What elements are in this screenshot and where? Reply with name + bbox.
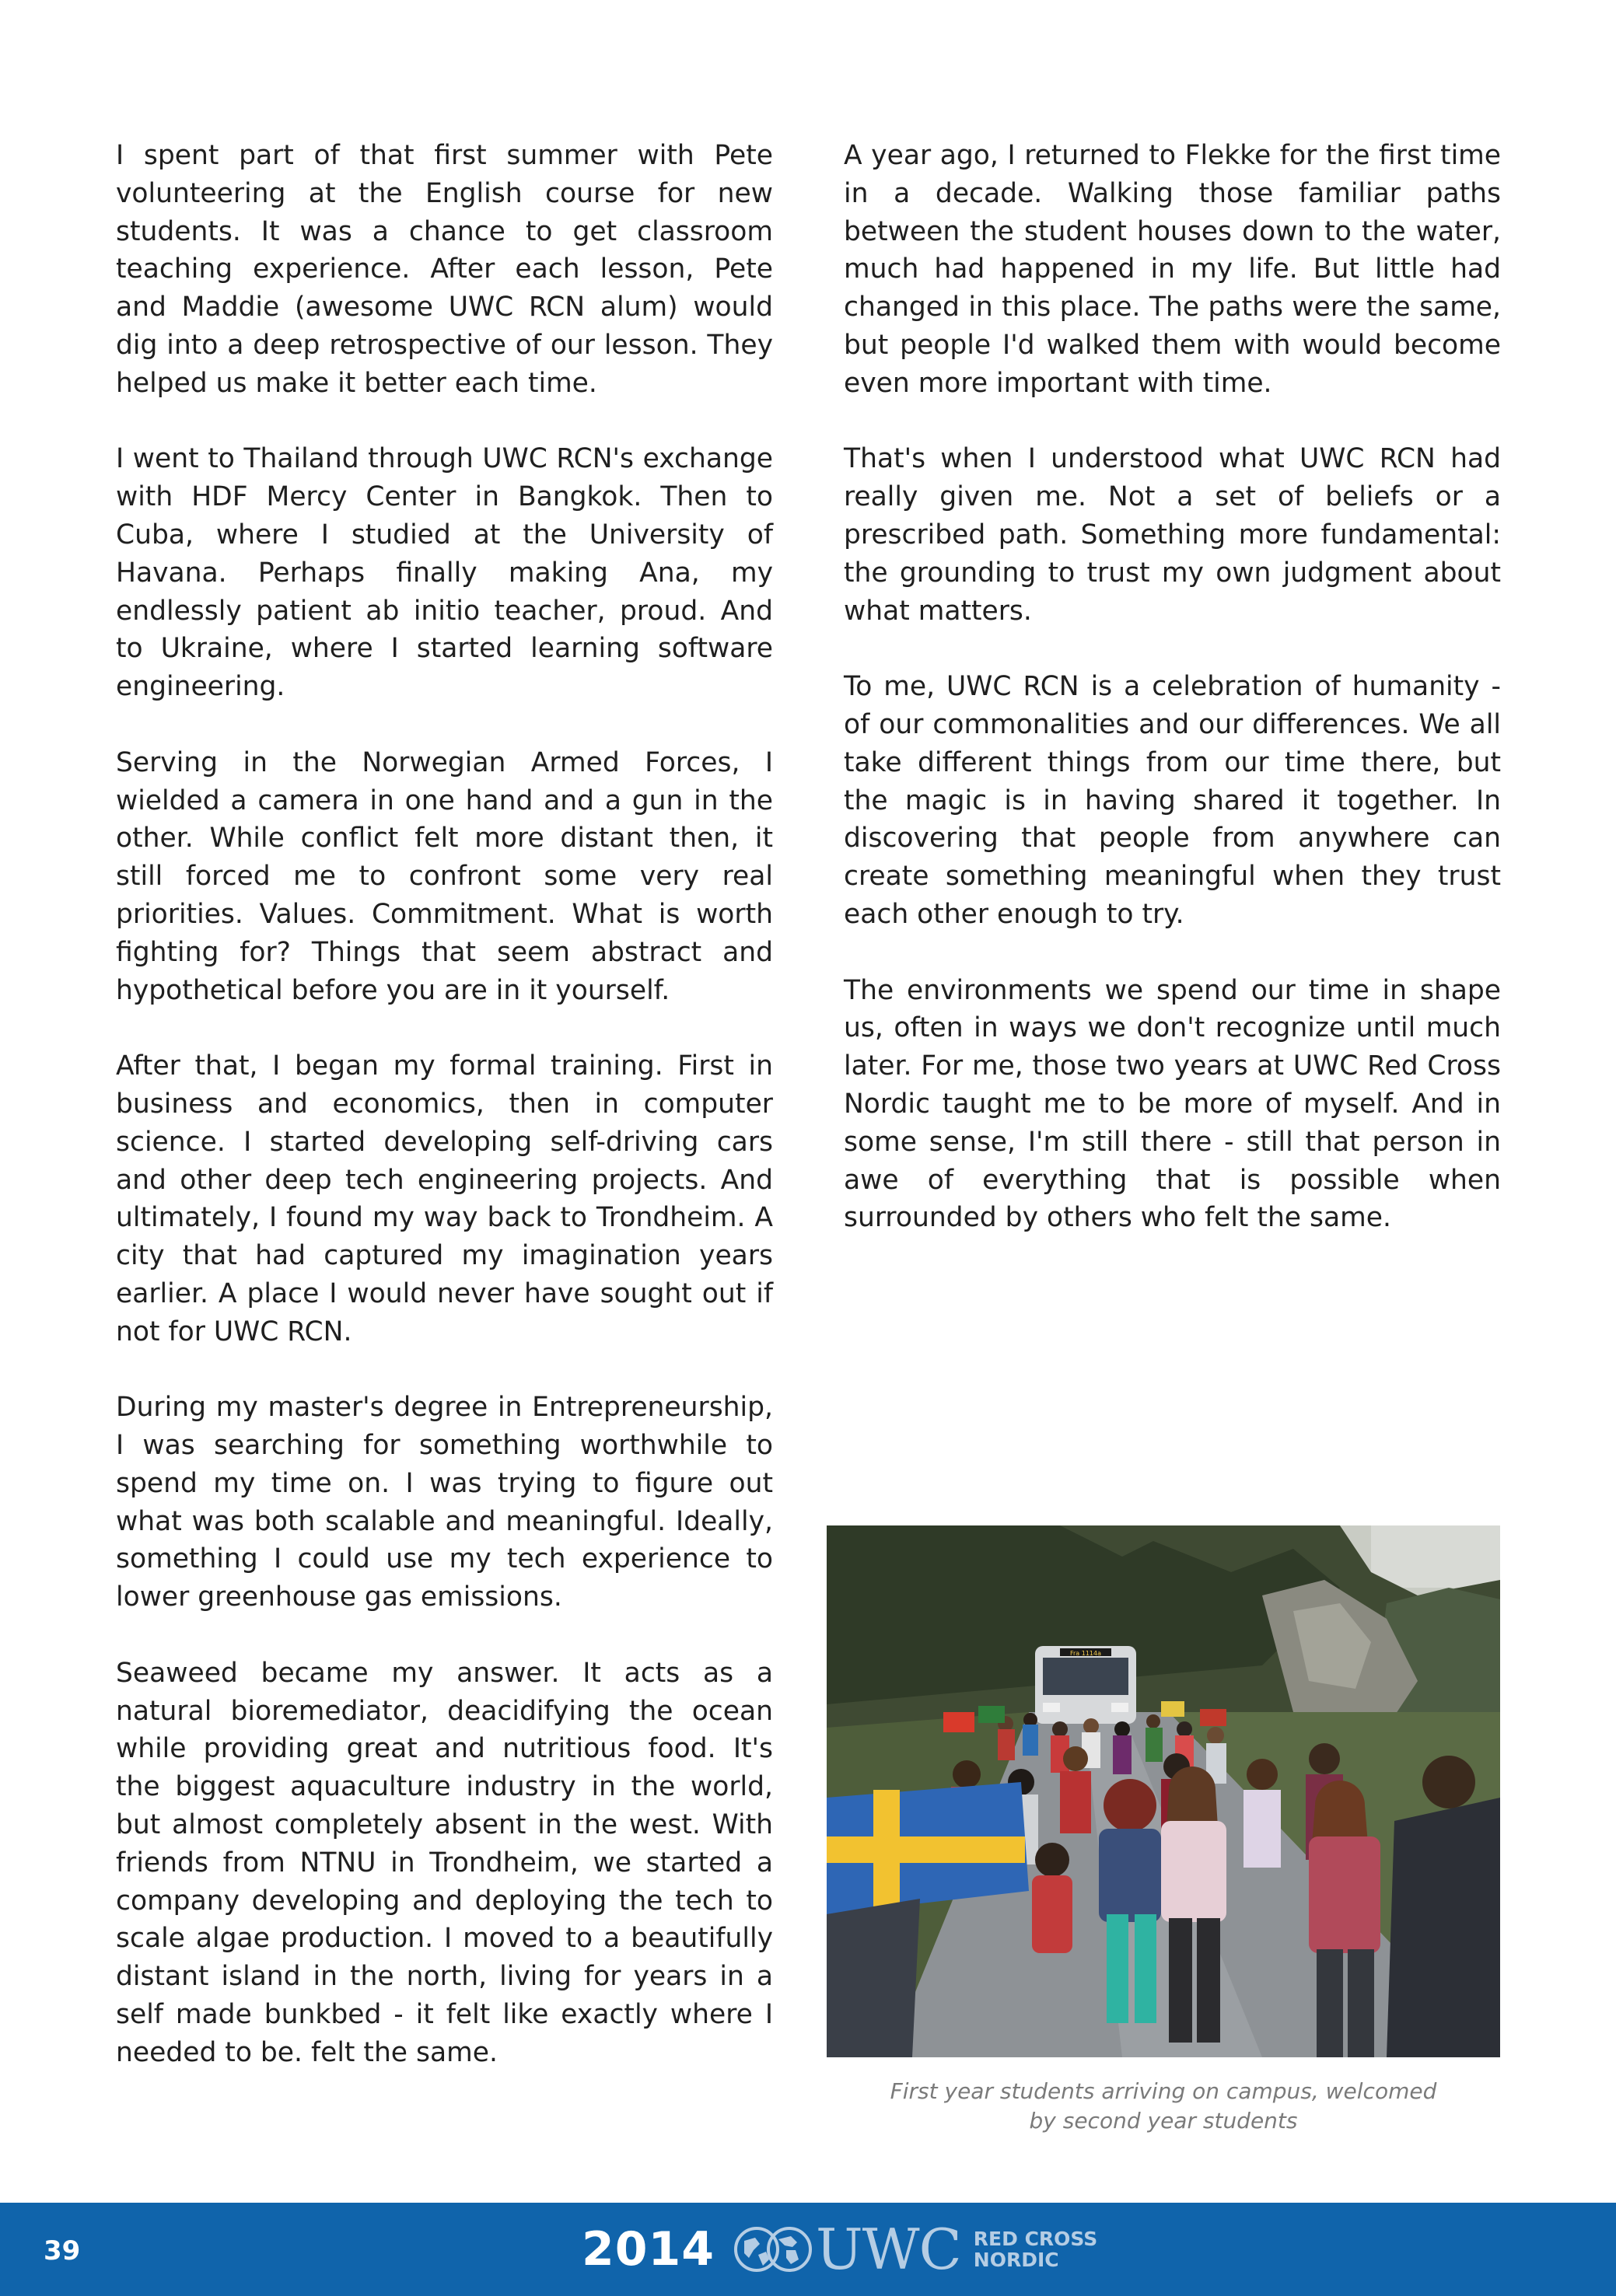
photo-caption (827, 2077, 1500, 2136)
page-number: 39 (44, 2235, 81, 2266)
paragraph: Seaweed became my answer. It acts as a natural bioremediator, deacidifying the ocean while providing great and nutritious food. It's the biggest aquaculture industry in the world, but almost completely absent in the west. With friends from NTNU in Trondheim, we started a company developing and deploying the tech to scale algae production. I moved to a beautifully distant island in the north, living for years in a self made bunkbed - it felt like exactly where I needed to be. felt the same. (116, 1657, 773, 2068)
year-label: 2014 (582, 2222, 715, 2277)
campus-arrival-photo (827, 1525, 1500, 2057)
red-cross-nordic-label (974, 2228, 1098, 2270)
paragraph: That's when I understood what UWC RCN had really given me. Not a set of beliefs or a prescribed path. Something more fundamental: the grounding to trust my own judgment about what matters. (844, 443, 1501, 627)
paragraph: A year ago, I returned to Flekke for the first time in a decade. Walking those familiar paths between the student houses down to the water, much had happened in my life. But little had changed in this place. The paths were the same, but people I'd walked them with would become even more important with time. (844, 140, 1501, 399)
footer-brand (582, 2214, 1097, 2285)
uwc-globe-logo-icon (732, 2224, 814, 2275)
paragraph: To me, UWC RCN is a celebration of humanity - of our commonalities and our differences. We all take different things from our time there, but the magic is in having shared it together. In discovering that people from anywhere can create something meaningful when they trust each other enough to try. (844, 671, 1501, 930)
caption-line: by second year students (1029, 2108, 1298, 2133)
paragraph: Serving in the Norwegian Armed Forces, I wielded a camera in one hand and a gun in the other. While conflict felt more distant then, it still forced me to confront some very real priorities. Values. Commitment. What is worth fighting for? Things that seem abstract and hypothetical before you are in it yourself. (116, 746, 773, 1006)
logo-sub-line: RED CROSS (973, 2228, 1098, 2250)
left-text-column (116, 137, 773, 2072)
bus-sign-text: Fra 1114a (1069, 1650, 1102, 1657)
paragraph: During my master's degree in Entrepreneurship, I was searching for something worthwhile to spend my time on. I was trying to figure out what was both scalable and meaningful. Ideally, something I could use my tech experience to lower greenhouse gas emissions. (116, 1392, 773, 1613)
page-footer (0, 2203, 1616, 2296)
paragraph: After that, I began my formal training. First in business and economics, then in computer science. I started developing self-driving cars and other deep tech engineering projects. And ultimately, I found my way back to Trondheim. A city that had captured my imagination years earlier. A place I would never have sought out if not for UWC RCN. (116, 1050, 773, 1347)
paragraph: The environments we spend our time in shape us, often in ways we don't recognize until much later. For me, those two years at UWC Red Cross Nordic taught me to be more of myself. And in some sense, I'm still there - still that person in awe of everything that is possible when surrounded by others who felt the same. (844, 974, 1501, 1234)
right-text-column (844, 137, 1501, 1237)
caption-line: First year students arriving on campus, welcomed (890, 2078, 1437, 2104)
paragraph: I went to Thailand through UWC RCN's exchange with HDF Mercy Center in Bangkok. Then to Cuba, where I studied at the University of Havana. Perhaps finally making Ana, my endlessly patient ab initio teacher, proud. And to Ukraine, where I started learning software engineering. (116, 443, 773, 703)
uwc-logo-text: UWC (816, 2217, 961, 2282)
paragraph: I spent part of that first summer with Pete volunteering at the English course for new students. It was a chance to get classroom teaching experience. After each lesson, Pete and Maddie (awesome UWC RCN alum) would dig into a deep retrospective of our lesson. They helped us make it better each time. (116, 140, 773, 399)
logo-sub-line: NORDIC (973, 2249, 1059, 2271)
photo-illustration (827, 1525, 1500, 2057)
